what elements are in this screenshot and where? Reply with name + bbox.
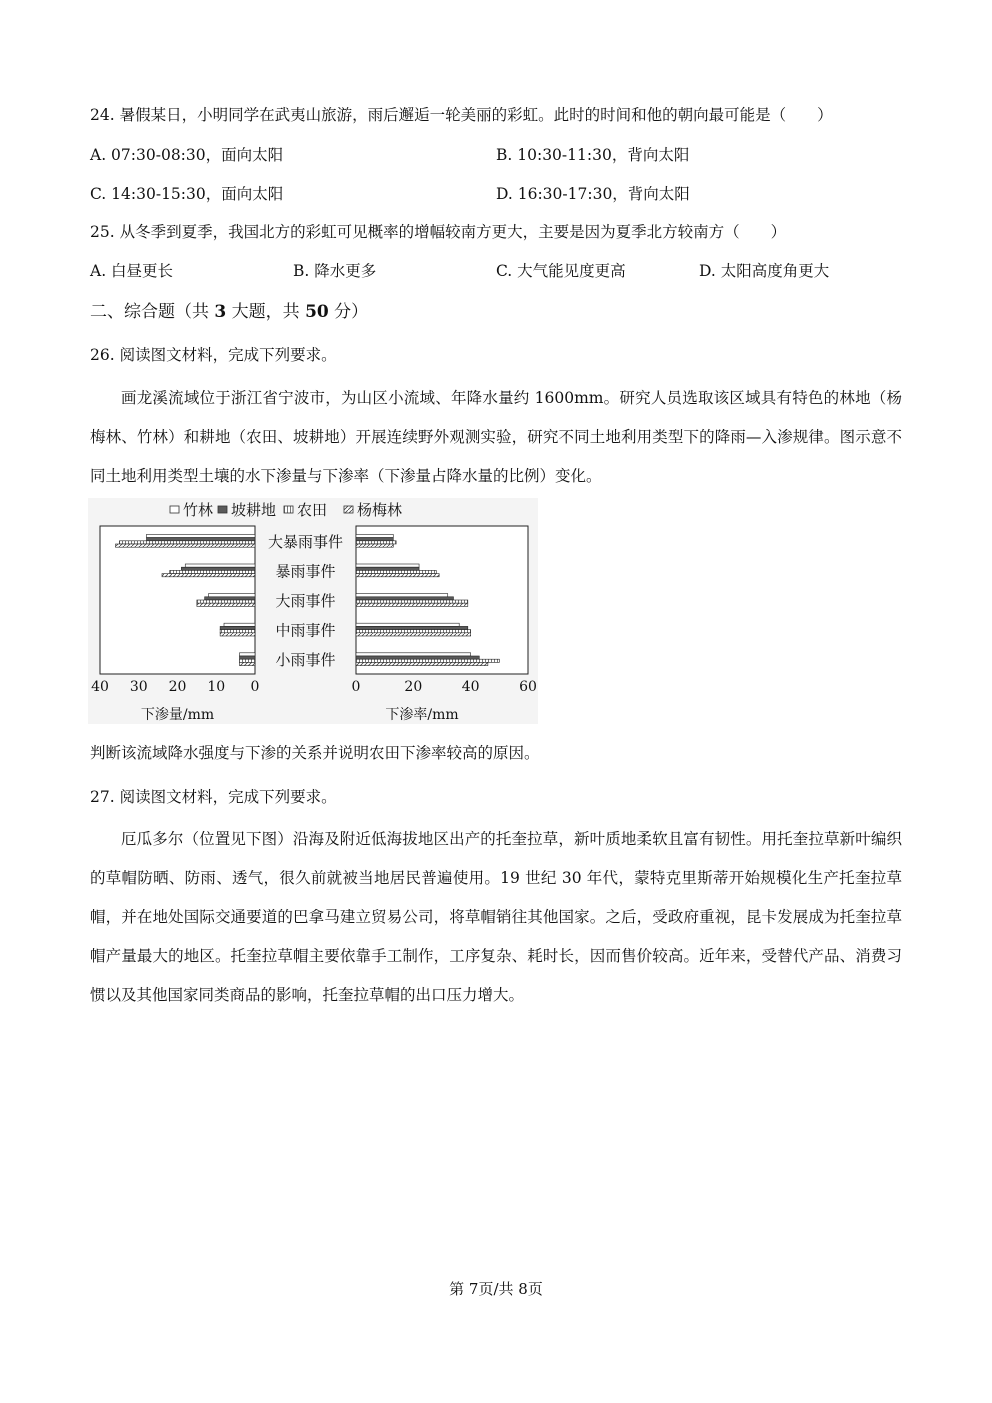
right-bar (356, 653, 471, 656)
legend-swatch (284, 506, 293, 513)
q26-question: 判断该流域降水强度与下渗的关系并说明农田下渗率较高的原因。 (90, 744, 540, 762)
right-bar (356, 594, 448, 597)
left-tick-label: 30 (129, 679, 148, 695)
right-bar (356, 600, 468, 603)
q24-option-b: B. 10:30-11:30，背向太阳 (496, 146, 690, 164)
left-tick-label: 0 (250, 679, 260, 695)
q24-option-d: D. 16:30-17:30，背向太阳 (496, 185, 690, 203)
section-heading-score: 50 (305, 302, 329, 322)
left-bar (240, 653, 256, 656)
legend-label: 坡耕地 (231, 501, 277, 519)
left-tick-label: 40 (91, 679, 109, 695)
left-bar (220, 630, 255, 633)
left-bar (240, 659, 256, 662)
q25-option-b: B. 降水更多 (293, 262, 377, 280)
legend-swatch (170, 506, 179, 513)
left-bar (185, 564, 255, 567)
left-bar (181, 567, 255, 570)
right-axis-title: 下渗率/mm (385, 707, 459, 723)
legend-swatch (218, 506, 227, 513)
legend-label: 竹林 (183, 501, 214, 519)
left-bar (197, 603, 255, 606)
category-label: 大暴雨事件 (267, 532, 344, 551)
section-heading-prefix: 二、综合题（共 (90, 302, 215, 322)
q24-stem: 24. 暑假某日，小明同学在武夷山旅游，雨后邂逅一轮美丽的彩虹。此时的时间和他的朝向最可能是（ ） (90, 106, 833, 124)
q26-stem: 26. 阅读图文材料，完成下列要求。 (90, 346, 337, 364)
right-tick-label: 60 (519, 679, 537, 695)
q24-option-c: C. 14:30-15:30，面向太阳 (90, 185, 284, 203)
left-bar (220, 633, 255, 636)
left-bar (205, 597, 255, 600)
left-bar (220, 626, 255, 629)
right-tick-label: 40 (461, 679, 480, 695)
section-heading-count: 3 (214, 302, 227, 322)
right-bar (356, 574, 439, 577)
q26-material-text: 画龙溪流域位于浙江省宁波市，为山区小流域、年降水量约 1600mm。研究人员选取该区域具有特色的林地（杨梅林、竹林）和耕地（农田、坡耕地）开展连续野外观测实验，研究不同土地利用类型下的降雨—入渗规律。图示意不同土地利用类型土壤的水下渗量与下渗率（下渗量占降水量的比例）变化。 (90, 389, 902, 485)
left-bar (147, 538, 256, 541)
category-label: 小雨事件 (275, 651, 336, 670)
legend-label: 杨梅林 (357, 501, 403, 519)
infiltration-chart (88, 498, 538, 724)
q25-stem: 25. 从冬季到夏季，我国北方的彩虹可见概率的增幅较南方更大，主要是因为夏季北方较南方（ ） (90, 223, 787, 241)
right-bar (356, 656, 479, 659)
right-bar (356, 603, 468, 606)
right-bar (356, 623, 459, 626)
right-bar (356, 544, 393, 547)
left-bar (162, 574, 255, 577)
left-tick-label: 10 (207, 679, 226, 695)
left-bar (209, 594, 256, 597)
right-bar (356, 538, 393, 541)
left-bar (240, 662, 256, 665)
left-axis-title: 下渗量/mm (140, 707, 215, 723)
right-bar (356, 630, 471, 633)
left-bar (170, 570, 255, 573)
legend-label: 农田 (297, 501, 328, 519)
q27-stem: 27. 阅读图文材料，完成下列要求。 (90, 788, 337, 806)
q25-option-c: C. 大气能见度更高 (496, 262, 626, 280)
q25-option-a: A. 白昼更长 (90, 262, 174, 280)
q24-option-a: A. 07:30-08:30，面向太阳 (90, 146, 284, 164)
category-label: 大雨事件 (275, 592, 336, 610)
left-bar (116, 544, 256, 547)
category-label: 中雨事件 (275, 621, 336, 640)
right-tick-label: 0 (351, 679, 361, 695)
legend-swatch (344, 506, 353, 513)
right-bar (356, 662, 488, 665)
q25-option-d: D. 太阳高度角更大 (699, 262, 830, 280)
page-number: 第 7页/共 8页 (449, 1280, 543, 1298)
right-bar (356, 541, 396, 544)
right-bar (356, 567, 419, 570)
left-bar (240, 656, 256, 659)
right-bar (356, 626, 468, 629)
section-heading-mid: 大题，共 (226, 302, 306, 322)
q27-material (90, 820, 902, 1015)
section-heading-suffix: 分） (328, 302, 369, 322)
left-bar (224, 623, 255, 626)
q27-material-text: 厄瓜多尔（位置见下图）沿海及附近低海拔地区出产的托奎拉草，新叶质地柔软且富有韧性。用托奎拉草新叶编织的草帽防晒、防雨、透气，很久前就被当地居民普遍使用。19 世纪 30 年代，蒙特克里斯蒂开始规模化生产托奎拉草帽，并在地处国际交通要道的巴拿马建立贸易公司，将草帽销往其他国家。之后，受政府重视，昆卡发展成为托奎拉草帽产量最大的地区。托奎拉草帽主要依靠手工制作，工序复杂、耗时长，因而售价较高。近年来，受替代产品、消费习惯以及其他国家同类商品的影响，托奎拉草帽的出口压力增大。 (90, 830, 902, 1004)
category-label: 暴雨事件 (275, 562, 336, 581)
section-heading (90, 297, 368, 322)
right-bar (356, 633, 471, 636)
right-bar (356, 659, 499, 662)
right-bar (356, 534, 393, 537)
q26-material (90, 379, 902, 496)
right-tick-label: 20 (404, 679, 423, 695)
left-bar (119, 541, 255, 544)
left-bar (197, 600, 255, 603)
right-bar (356, 597, 453, 600)
left-tick-label: 20 (168, 679, 187, 695)
right-bar (356, 564, 419, 567)
left-bar (147, 534, 256, 537)
right-bar (356, 570, 436, 573)
